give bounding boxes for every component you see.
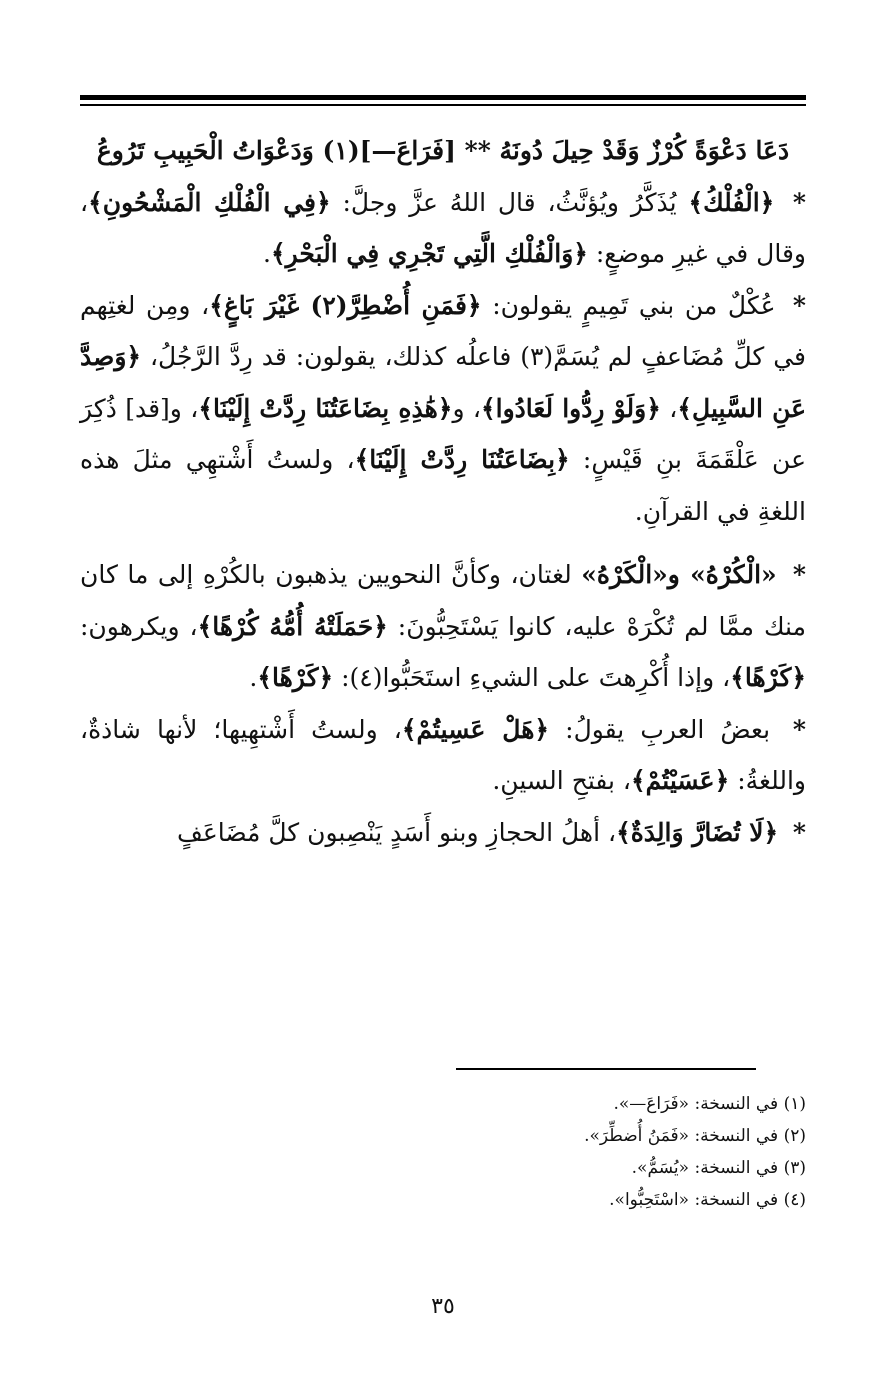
entry-text: ، أهلُ الحجازِ وبنو أَسَدٍ يَنْصِبون كلَّ مُضَاعَفٍ [176,817,617,847]
quran-quote: ﴿بِضَاعَتُنَا رِدَّتْ إِلَيْنَا﴾ [354,445,570,474]
quran-quote: ﴿هَٰذِهِ بِضَاعَتُنَا رِدَّتْ إِلَيْنَا﴾ [198,393,453,423]
entry-text: . [249,663,258,692]
footnote-3: (٣) في النسخة: «يُسَمُّ». [631,1158,806,1178]
header-rule-thick [80,95,806,100]
entry-ukl [80,280,806,538]
quran-quote: ﴿وَالْفُلْكِ الَّتِي تَجْرِي فِي الْبَحْرِ﴾ [270,239,588,268]
quran-quote: «الْكُرْهُ» و«الْكَرْهُ» [581,560,777,589]
entry-text: ، ولستُ أَشْتهِي مثلَ هذه اللغةِ في القرآنِ. [80,445,806,526]
quran-quote: ﴿وَلَوْ رِدُّوا لَعَادُوا﴾ [480,393,661,423]
entry-marker: * [776,714,806,744]
entry-text: ، بفتحِ السينِ. [492,766,631,795]
quran-quote: ﴿لَا تُضَارَّ وَالِدَةٌ﴾ [616,817,779,847]
entry-text: ، ومِن لغتِهم في كلِّ مُضَاعفٍ لم يُسَمَّ(٣) فاعلُه كذلك، يقولون: قد رِدَّ الرَّجُلُ، [80,290,806,371]
quran-quote: ﴿كَرْهًا﴾ [257,663,334,692]
entry-text: يُذَكَّرُ ويُؤنَّثُ، قال اللهُ عزَّ وجلَّ: [330,187,689,217]
entry-asitum [80,704,806,807]
entry-kurh [80,549,806,704]
quran-quote: ﴿كَرْهًا﴾ [730,663,806,692]
header-rule-thin [80,104,806,106]
entry-text: ، وإذا أُكْرِهتَ على الشيءِ استَحَبُّوا(٤): [333,663,731,692]
quran-quote: ﴿وَصِدَّ عَنِ السَّبِيلِ﴾ [80,342,807,423]
entry-marker: * [781,290,807,320]
entry-text: ، وقال في غيرِ موضعٍ: [80,187,806,268]
footnotes [440,1088,806,1216]
entry-text: ، ولستُ أَشْتهِيها؛ لأنها شاذةٌ، واللغةُ: [80,714,806,795]
footnote-1: (١) في النسخة: «فَرَاعَ—». [613,1094,806,1114]
quran-quote: ﴿فَمَنِ أُضْطِرَّ(٢) غَيْرَ بَاغٍ﴾ [209,290,482,320]
footnote-2: (٢) في النسخة: «فَمَنُ أُضطِّرَ». [584,1126,806,1146]
quran-quote: ﴿حَمَلَتْهُ أُمُّهُ كُرْهًا﴾ [197,611,388,641]
entry-text: ، [660,393,678,423]
quran-quote: ﴿عَسَيْتُمْ﴾ [631,766,730,795]
footnote-4: (٤) في النسخة: «اسْتَحِبُّوا». [609,1190,806,1210]
entry-marker: * [780,187,806,217]
entry-text: عُكْلٌ من بني تَمِيمٍ يقولون: [481,290,776,320]
entry-la-tudarra [80,807,806,859]
entry-text: ، ويكرهون: [80,611,198,641]
entry-text: . [263,239,271,268]
poetry-verse: دَعَا دَعْوَةً كُرْزٌ وَقَدْ حِيلَ دُونَهُ ** [فَرَاعَ—](١) وَدَعْوَاتُ الْحَبِيبِ تَرُوعُ [96,136,790,165]
entry-text: ، و[قد] ذُكِرَ عن عَلْقَمَةَ بنِ قَيْسٍ: [80,393,807,474]
entry-text: بعضُ العربِ يقولُ: [549,714,771,744]
entry-marker: * [784,817,806,847]
page-number: ٣٥ [431,1294,455,1319]
entry-marker: * [782,560,806,589]
entry-text: لغتان، وكأنَّ النحويين يذهبون بالكُرْهِ إلى ما كان منك ممَّا لم تُكْرَهْ عليه، كانوا يَسْتَحِبُّونَ: [80,560,806,641]
quran-quote: ﴿الْفُلْكُ﴾ [688,187,775,217]
main-text [80,125,806,858]
footnote-rule [456,1068,756,1070]
quran-quote: ﴿هَلْ عَسِيتُمْ﴾ [401,714,550,744]
quran-quote: ﴿فِي الْفُلْكِ الْمَشْحُونِ﴾ [88,187,331,217]
entry-text: ، و [452,393,481,423]
entry-fulk [80,177,806,280]
